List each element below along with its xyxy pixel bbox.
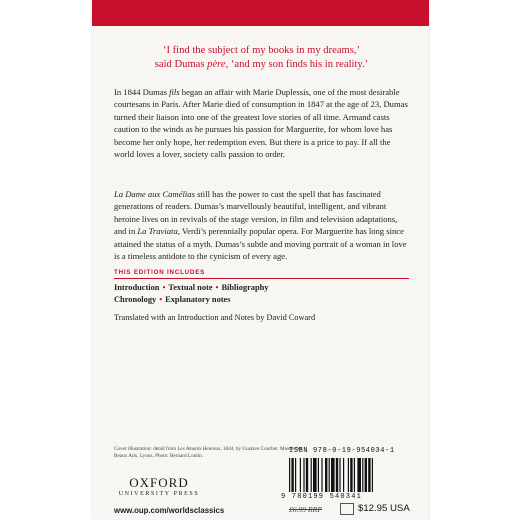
barcode-bar <box>357 458 361 492</box>
pull-quote <box>114 44 409 72</box>
barcode-bar <box>291 458 293 492</box>
feature-textual-note: Textual note <box>168 283 213 292</box>
p2-opera-em: La Traviata <box>137 226 178 237</box>
edition-divider <box>114 278 409 279</box>
quote-line-1: ‘I find the subject of my books in my dreams,’ <box>162 45 361 56</box>
barcode-bar <box>321 458 322 492</box>
features-row-1 <box>114 282 410 294</box>
barcode-bar <box>329 458 330 492</box>
isbn-number: ISBN 978-0-19-954034-1 <box>289 447 395 455</box>
barcode-bar <box>303 458 304 492</box>
credit-text-a: Cover illustration: detail from <box>114 446 178 452</box>
barcode-digits: 9 780199 540341 <box>281 493 363 501</box>
translator-credit: Translated with an Introduction and Notes by David Coward <box>114 313 316 322</box>
bullet-icon: • <box>215 283 219 292</box>
barcode-bar <box>362 458 363 492</box>
price-box-icon <box>340 503 354 515</box>
price-usd: $12.95 USA <box>358 503 410 514</box>
description-paragraph-2 <box>114 188 410 262</box>
feature-bibliography: Bibliography <box>221 283 269 292</box>
credit-text-b: , 1844, by Gustave Courbet. Musée des Beaux Arts, Lyons. Photo: Bernard Lontin. <box>114 446 303 459</box>
barcode-bar <box>365 458 367 492</box>
quote-line-2-pre: said Dumas <box>154 59 208 70</box>
barcode-bar <box>300 458 301 492</box>
red-header-band <box>92 0 429 26</box>
cover-illustration-credit <box>114 446 304 460</box>
p2-text-b: , Verdi’s perennially popular opera. For Marguerite has long since attained the status of a myth. Dumas’s subtle and moving portrait of a woman in love is a timeless antidote to the cynicism of every age. <box>114 226 407 262</box>
quote-line-2-post: , ‘and my son finds his in reality.’ <box>225 59 369 70</box>
barcode-bar <box>306 458 308 492</box>
barcode-bar <box>318 458 319 492</box>
feature-explanatory-notes: Explanatory notes <box>165 295 231 304</box>
p2-text-a: still has the power to cast the spell that has fascinated generations of readers. Dumas’s marvellously beautiful, intelligent, and vibrant heroine lives on in revivals of the stage version, in film and television adaptations, and in <box>114 189 398 237</box>
publisher-press: UNIVERSITY PRESS <box>118 491 200 497</box>
barcode-bar <box>372 458 373 492</box>
description-paragraph-1 <box>114 86 410 160</box>
p2-title-em: La Dame aux Camélias <box>114 189 195 199</box>
quote-line-2-em: père <box>207 59 226 70</box>
edition-features <box>114 282 410 306</box>
bullet-icon: • <box>162 283 166 292</box>
price-gbp: £6.99 RRP <box>289 505 322 514</box>
publisher-url[interactable]: www.oup.com/worldsclassics <box>114 506 225 515</box>
feature-introduction: Introduction <box>114 283 160 292</box>
back-cover <box>92 0 429 520</box>
p1-text-a: In 1844 Dumas <box>114 87 170 97</box>
p1-text-em: fils <box>169 87 180 97</box>
feature-chronology: Chronology <box>114 295 157 304</box>
barcode-bar <box>343 458 344 492</box>
barcode-bar <box>295 458 296 492</box>
bullet-icon: • <box>159 295 163 304</box>
barcode-bar <box>368 458 370 492</box>
barcode-bar <box>339 458 340 492</box>
barcode-icon <box>289 458 407 492</box>
barcode-bar <box>289 458 290 492</box>
barcode-bar <box>325 458 327 492</box>
publisher-logo <box>114 476 204 498</box>
credit-title-em: Les Amants Heureux <box>177 446 221 452</box>
barcode-bar <box>354 458 355 492</box>
p1-text-b: began an affair with Marie Duplessis, one of the most desirable courtesans in Paris. After Marie died of consumption in 1847 at the age of 23, Dumas turned their liaison into one of the greatest love stories of all time. Armand casts caution to the winds as he pursues his passion for Marguerite, for whom love has become her only hope, her redemption even. But there is a price to pay. If all the world loves a lover, society calls passion to order. <box>114 87 408 160</box>
barcode-bar <box>348 458 349 492</box>
barcode-bar <box>331 458 335 492</box>
features-row-2 <box>114 294 410 306</box>
barcode-bar <box>336 458 338 492</box>
publisher-name: OXFORD <box>129 475 189 490</box>
barcode-bar <box>311 458 312 492</box>
barcode-bar <box>313 458 317 492</box>
edition-heading: THIS EDITION INCLUDES <box>114 269 206 276</box>
barcode-bar <box>350 458 352 492</box>
